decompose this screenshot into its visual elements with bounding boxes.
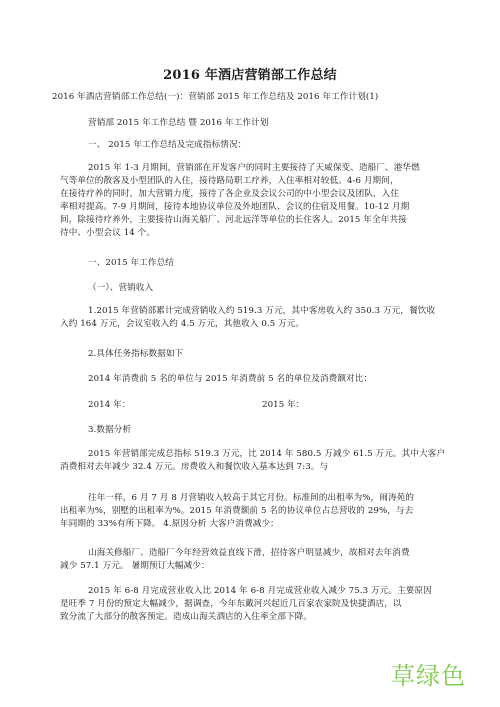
paragraph-6-line-2: 是旺季 7 月份的预定大幅减少，据调查，今年东戴河兴起近几百家农家院及快捷酒店，以	[60, 599, 402, 609]
brand-watermark: 草绿色	[391, 662, 466, 690]
paragraph-5-line-1: 山海关修船厂、造船厂今年经营效益直线下滑，招待客户明显减少，故相对去年消费	[88, 548, 410, 558]
item-2-description: 2014 年消费前 5 名的单位与 2015 年消费前 5 名的单位及消费额对比：	[88, 374, 373, 384]
paragraph-4-line-1: 往年一样，6 月 7 月 8 月营销收入较高于其它月份。标准间的出租率为%，闹涛苑的	[88, 493, 415, 503]
paragraph-4	[60, 492, 414, 531]
document-subtitle: 2016 年酒店营销部工作总结(一)：营销部 2015 年工作总结及 2016 年工作计划(1)	[52, 92, 379, 102]
paragraph-3-line-2: 消费相对去年减少 32.4 万元。房费收入和餐饮收入基本达到 7:3。与	[60, 462, 329, 472]
paragraph-2	[60, 305, 435, 331]
main-heading: 营销部 2015 年工作总结 暨 2016 年工作计划	[88, 118, 269, 128]
paragraph-4-line-3: 年同期的 33%有所下降。 4.原因分析 大客户消费减少：	[60, 519, 279, 529]
section-summary-heading: 一、2015 年工作总结	[88, 258, 174, 268]
section-heading-one: 一、 2015 年工作总结及完成指标情况：	[88, 140, 247, 150]
item-2-heading: 2.具体任务指标数据如下	[88, 349, 184, 359]
paragraph-1-line-4: 率相对提高。7-9 月期间，接待本地协议单位及外地团队、会议的住宿及用餐。10-12 月期	[60, 202, 410, 212]
item-3-heading: 3.数据分析	[88, 425, 132, 435]
paragraph-5	[60, 547, 410, 573]
document-title: 2016 年酒店营销部工作总结	[163, 68, 337, 83]
paragraph-3	[60, 448, 445, 474]
section-revenue-heading: （一）、营销收入	[88, 283, 154, 293]
paragraph-6-line-3: 致分流了大部分的散客预定。造成山海关酒店的入住率全部下降。	[60, 612, 313, 622]
year-2015-label: 2015 年：	[262, 400, 305, 410]
paragraph-3-line-1: 2015 年营销部完成总指标 519.3 万元，比 2014 年 580.5 万减少 61.5 万元。其中大客户	[88, 449, 446, 459]
paragraph-1-line-1: 2015 年 1-3 月期间，营销部在开发客户的同时主要接待了天威保变、造船厂、港华燃	[88, 163, 420, 173]
paragraph-5-line-2: 减少 57.1 万元。 暑期预订大幅减少：	[60, 561, 210, 571]
paragraph-1-line-6: 待中、小型会议 14 个。	[60, 228, 156, 238]
paragraph-2-line-2: 入约 164 万元，会议室收入约 4.5 万元，其他收入 0.5 万元。	[60, 319, 305, 329]
paragraph-1-line-2: 气等单位的散客及小型团队的入住，接待路局职工疗养，入住率相对较低。4-6 月期间，	[60, 176, 399, 186]
paragraph-2-line-1: 1.2015 年营销部累计完成营销收入约 519.3 万元，其中客房收入约 350.3 万元，餐饮收	[88, 306, 436, 316]
paragraph-1	[60, 162, 420, 240]
paragraph-6	[60, 585, 432, 624]
year-2014-label: 2014 年：	[88, 400, 131, 410]
paragraph-6-line-1: 2015 年 6-8 月完成营业收入比 2014 年 6-8 月完成营业收入减少 75.3 万元。主要原因	[88, 586, 432, 596]
paragraph-1-line-3: 在接待疗养的同时，加大营销力度，接待了各企业及会议公司的中小型会议及团队，入住	[60, 189, 400, 199]
paragraph-4-line-2: 出租率为%，别墅的出租率为%。2015 年消费额前 5 名的协议单位占总营收的 29%，与去	[60, 506, 414, 516]
paragraph-1-line-5: 间，除接待疗养外，主要接待山海关船厂、河北远洋等单位的长住客人。2015 年全年共接	[60, 215, 407, 225]
